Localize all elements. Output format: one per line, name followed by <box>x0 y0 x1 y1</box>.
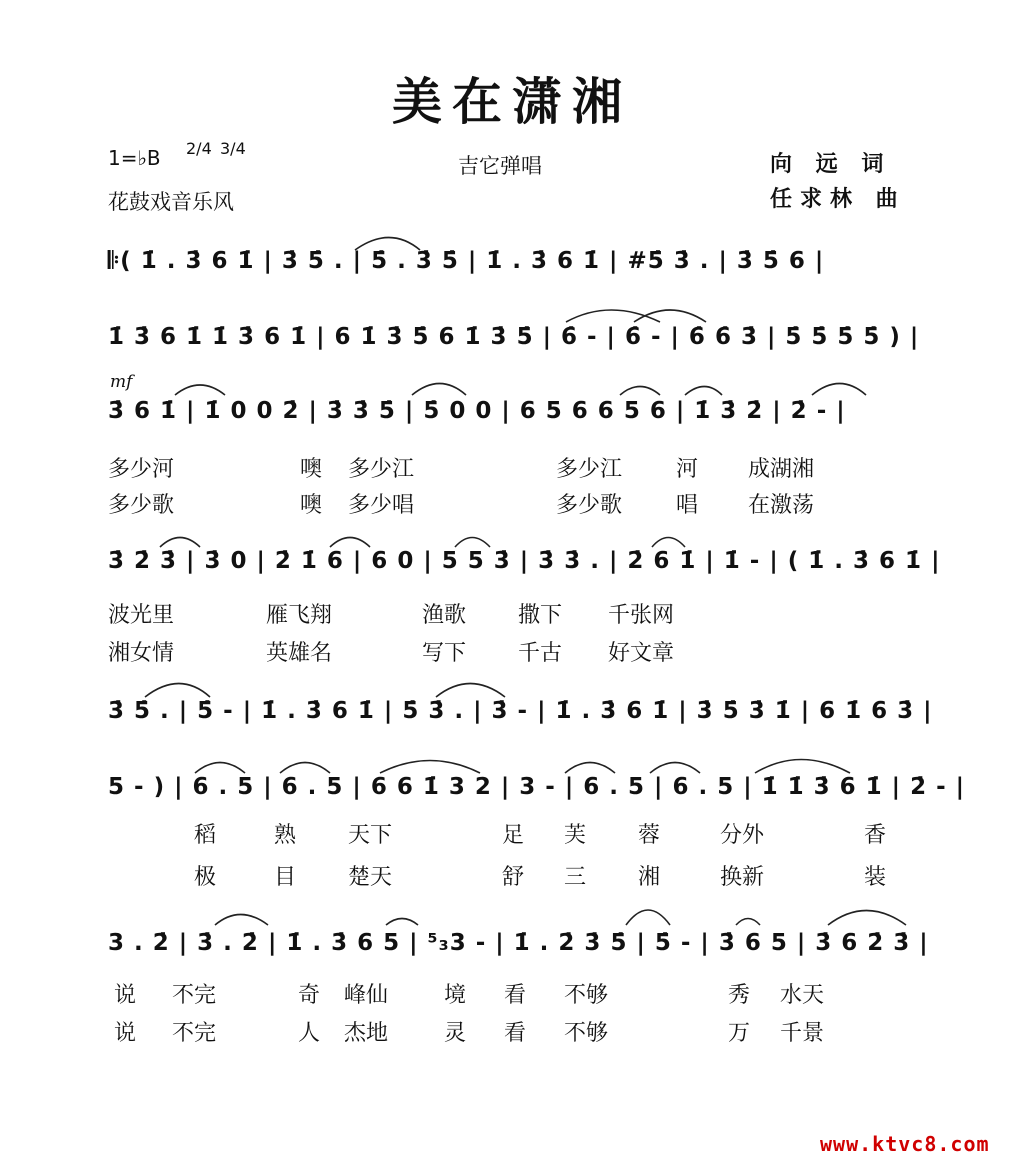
site-watermark: www.ktvc8.com <box>820 1132 990 1156</box>
key-signature: 1=♭B <box>108 146 161 170</box>
slur-mark <box>145 684 210 698</box>
notation-row-1: 𝄆( 1̇ . 3̇ 6 1̇ | 3̇ 5̇ . | 5̇ . 3̇ 5̇ | 1̇ . 3̇ 6 1̇ | #5̇ 3̇ . | 3̇ 5̇ 6 | <box>108 248 825 274</box>
slur-mark <box>280 763 330 774</box>
dynamic-marking: mf <box>110 372 133 392</box>
slur-mark <box>736 919 760 926</box>
slur-mark <box>412 384 466 396</box>
notation-row-2: 1̇ 3̇ 6 1̇ 1̇ 3̇ 6 1̇ | 6 1̇ 3̇ 5̇ 6 1̇ 3̇ 5̇ | 6̇ - | 6̇ - | 6̇ 6̇ 3̇ | 5̇ 5̇ 5̇ 5̇ ) | <box>108 324 920 350</box>
song-title: 美在潇湘 <box>392 73 632 131</box>
style-note: 花鼓戏音乐风 <box>108 190 234 214</box>
slur-mark <box>755 760 850 774</box>
slur-mark <box>652 538 685 548</box>
slur-mark <box>160 538 200 548</box>
slur-mark <box>634 310 706 322</box>
slur-mark <box>355 238 420 251</box>
slur-mark <box>565 763 615 774</box>
notation-row-7: 3 . 2̇ | 3̇ . 2̇ | 1̇ . 3̇ 6 5 | ⁵₃3 - | 1̇ . 2̇ 3̇ 5̇ | 5̇ - | 3̇ 6 5 | 3̇ 6 2̇ 3̇ | <box>108 930 929 956</box>
slur-mark <box>330 538 370 548</box>
notation-row-6: 5 - ) | 6 . 5 | 6 . 5 | 6 6 1̇ 3 2 | 3 - | 6 . 5 | 6 . 5 | 1̇ 1̇ 3̇ 6 1̇ | 2̇ - | <box>108 774 966 800</box>
slur-mark <box>812 384 866 396</box>
notation-row-4: 3̇ 2̇ 3̇ | 3̇ 0 | 2̇ 1̇ 6 | 6 0 | 5 5 3̇ | 3̇ 3̇ . | 2̇ 6 1̇ | 1̇ - | ( 1̇ . 3̇ 6 1̇ | <box>108 548 941 574</box>
slur-mark <box>626 910 670 925</box>
composer-credit: 任求林 曲 <box>770 187 906 212</box>
time-signature-2-4: 2/4 <box>186 139 212 158</box>
notation-row-3: 3̇ 6 1̇ | 1̇ 0 0 2̇ | 3̇ 3̇ 5̇ | 5̇ 0 0 | 6 5 6 6 5 6 | 1̇ 3̇ 2̇ | 2̇ - | <box>108 398 846 424</box>
time-signature-3-4: 3/4 <box>220 139 246 158</box>
slur-mark <box>455 538 490 548</box>
performance-subtitle: 吉它弹唱 <box>458 154 542 178</box>
notation-row-5: 3̇ 5̇ . | 5̇ - | 1̇ . 3̇ 6 1̇ | 5̇ 3̇ . | 3̇ - | 1̇ . 3̇ 6 1̇ | 3̇ 5̇ 3̇ 1̇ | 6 1̇ 6 3̇ | <box>108 698 933 724</box>
slur-mark <box>175 385 225 395</box>
slur-mark <box>215 915 268 926</box>
slur-mark <box>380 761 480 774</box>
slur-mark <box>620 387 660 396</box>
slur-mark <box>650 763 700 774</box>
slur-mark <box>195 763 245 774</box>
slur-mark <box>386 919 418 926</box>
slur-mark <box>436 684 505 698</box>
slur-mark <box>828 911 906 926</box>
lyricist-credit: 向 远 词 <box>770 152 892 177</box>
slur-mark <box>685 387 722 396</box>
